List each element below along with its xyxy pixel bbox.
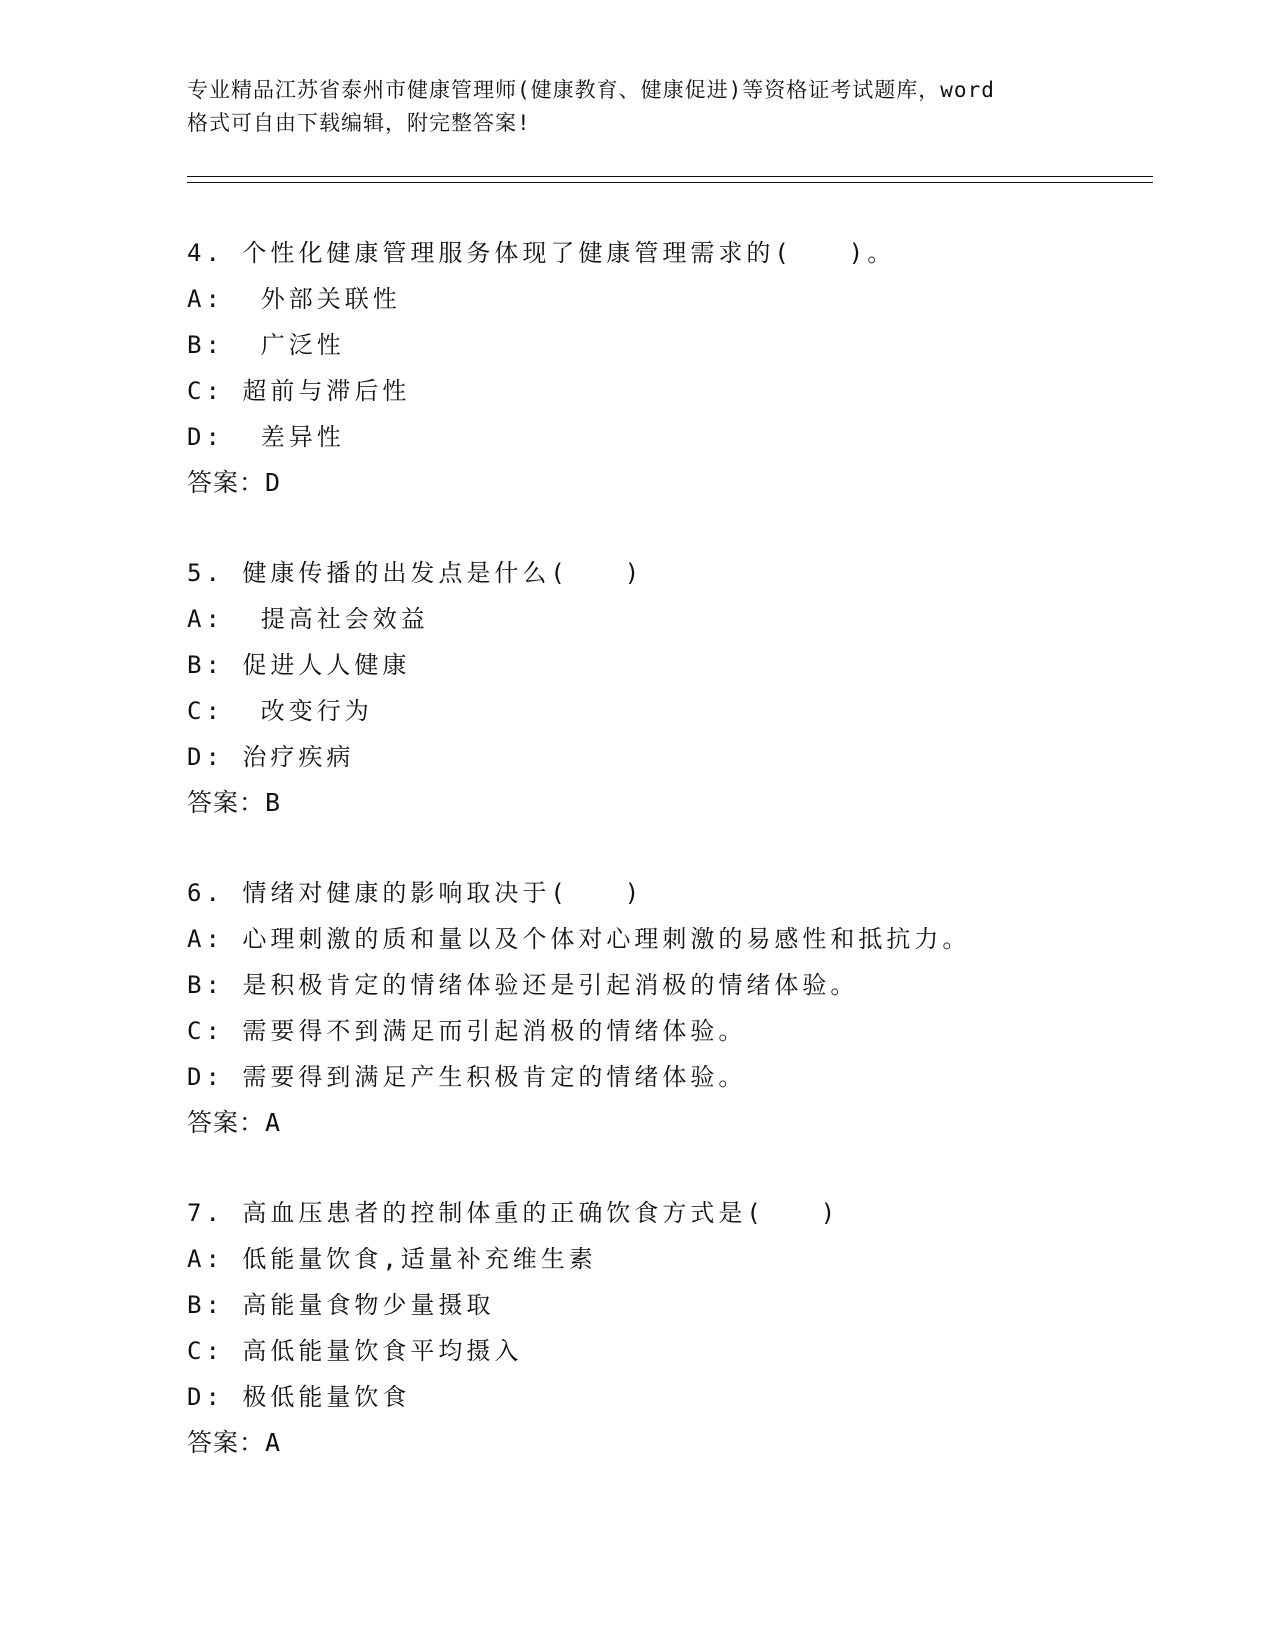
question-stem: 6. 情绪对健康的影响取决于( ) xyxy=(187,879,644,907)
option-b: B: 高能量食物少量摄取 xyxy=(187,1291,495,1319)
header-divider-top xyxy=(187,176,1153,177)
option-b: B: 是积极肯定的情绪体验还是引起消极的情绪体验。 xyxy=(187,971,859,999)
answer-line xyxy=(187,460,1167,506)
answer-value: A xyxy=(265,1108,282,1137)
question-stem: 5. 健康传播的出发点是什么( ) xyxy=(187,559,644,587)
question-block xyxy=(187,230,1167,506)
option-a: A: 心理刺激的质和量以及个体对心理刺激的易感性和抵抗力。 xyxy=(187,925,971,953)
question-block xyxy=(187,870,1167,1146)
answer-line xyxy=(187,1100,1167,1146)
answer-value: B xyxy=(265,788,282,817)
answer-label: 答案： xyxy=(187,468,266,497)
option-c: C: 超前与滞后性 xyxy=(187,377,411,405)
answer-line xyxy=(187,1420,1167,1466)
question-stem: 7. 高血压患者的控制体重的正确饮食方式是( ) xyxy=(187,1199,840,1227)
header-line-2: 格式可自由下载编辑，附完整答案! xyxy=(187,111,531,135)
option-a: A: 低能量饮食,适量补充维生素 xyxy=(187,1245,597,1273)
option-a: A: 外部关联性 xyxy=(187,285,401,313)
option-d: D: 极低能量饮食 xyxy=(187,1383,411,1411)
option-b: B: 促进人人健康 xyxy=(187,651,411,679)
option-c: C: 需要得不到满足而引起消极的情绪体验。 xyxy=(187,1017,747,1045)
answer-value: A xyxy=(265,1428,282,1457)
document-header xyxy=(187,74,1087,140)
answer-label: 答案： xyxy=(187,1428,266,1457)
option-c: C: 改变行为 xyxy=(187,697,373,725)
answer-line xyxy=(187,780,1167,826)
option-c: C: 高低能量饮食平均摄入 xyxy=(187,1337,523,1365)
header-divider-bottom xyxy=(187,182,1153,183)
header-line-1: 专业精品江苏省泰州市健康管理师(健康教育、健康促进)等资格证考试题库，word xyxy=(187,78,995,102)
answer-label: 答案： xyxy=(187,788,266,817)
option-a: A: 提高社会效益 xyxy=(187,605,429,633)
answer-label: 答案： xyxy=(187,1108,266,1137)
question-stem: 4. 个性化健康管理服务体现了健康管理需求的( )。 xyxy=(187,239,896,267)
option-b: B: 广泛性 xyxy=(187,331,345,359)
question-block xyxy=(187,550,1167,826)
option-d: D: 治疗疾病 xyxy=(187,743,355,771)
question-block xyxy=(187,1190,1167,1466)
option-d: D: 差异性 xyxy=(187,423,345,451)
answer-value: D xyxy=(265,468,282,497)
option-d: D: 需要得到满足产生积极肯定的情绪体验。 xyxy=(187,1063,747,1091)
